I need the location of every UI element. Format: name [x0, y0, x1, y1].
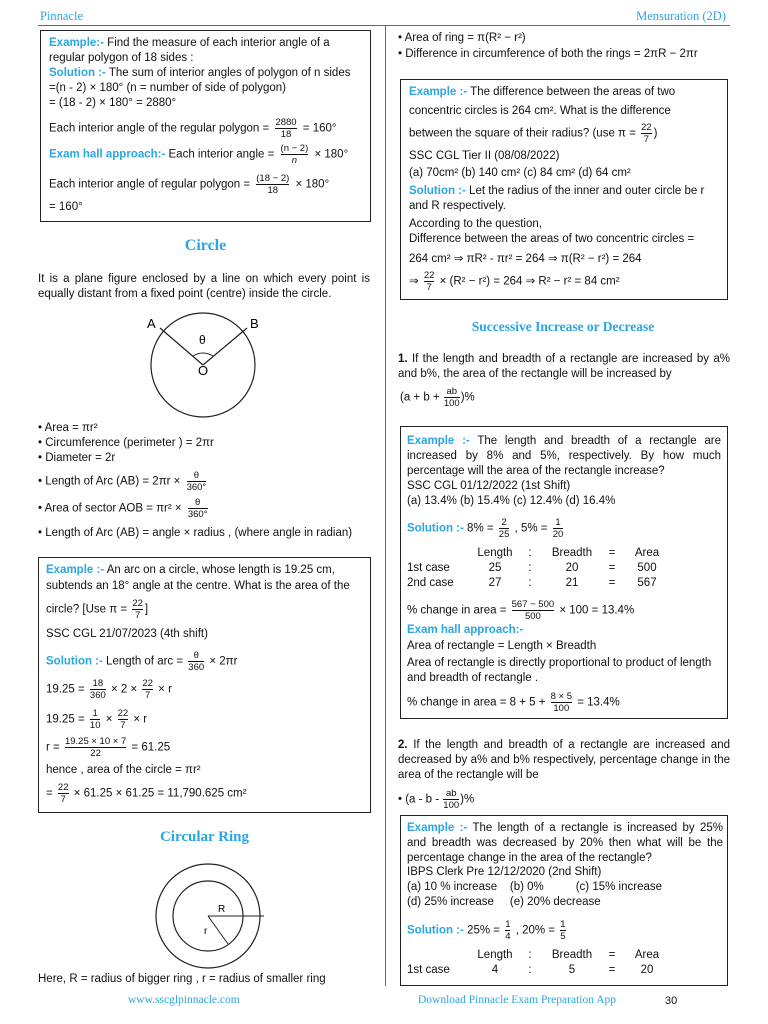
denominator: 20 — [552, 529, 564, 540]
denominator: 22 — [90, 748, 101, 759]
text-segment: )% — [460, 391, 475, 404]
text-segment: × r — [133, 713, 148, 726]
example-polygon-question — [49, 36, 365, 66]
text-segment: × (R² − r²) = 264 ⇒ R² − r² = 84 cm² — [439, 275, 620, 288]
step-text: Each interior angle = — [168, 148, 275, 161]
table-cell: 20 — [640, 963, 654, 976]
radius-oa — [160, 328, 203, 365]
question-text: The difference between the areas of two — [470, 86, 676, 98]
question-text: The length of a rectangle is increased by 25% and breadth was decreased by 20% then what will be the percentage change in the area of the rectangle? — [407, 822, 723, 864]
text-segment: 8% = — [467, 522, 494, 535]
example-arc-box — [38, 557, 371, 813]
text-segment: (a + b + — [400, 391, 440, 404]
numerator: 1 — [560, 919, 566, 930]
question-text — [46, 598, 148, 621]
fraction — [444, 386, 460, 409]
table-row — [403, 575, 671, 590]
solution-step: = (18 - 2) × 180° = 2880° — [49, 97, 177, 109]
answer-options: (d) 25% increase (e) 20% decrease — [407, 896, 601, 908]
numerator: 567 − 500 — [511, 599, 555, 610]
numerator: θ — [187, 470, 207, 482]
denominator: 7 — [60, 794, 66, 805]
table-cell: 27 — [488, 576, 502, 589]
denominator: 360 — [89, 690, 106, 701]
solution-step: and R respectively. — [409, 200, 506, 212]
example-question-line — [46, 564, 335, 576]
rule-text: If the length and breadth of a rectangle are increased by a% and b%, the area of the rectangle will be increased by — [398, 353, 731, 380]
text-segment: % change in area = — [407, 604, 507, 617]
point-b-label: B — [250, 316, 259, 331]
numerator: 19.25 × 10 × 7 — [64, 736, 127, 747]
fraction — [443, 788, 459, 811]
fraction — [560, 919, 565, 942]
circle-definition: It is a plane figure enclosed by a line on which every point is equally distant from a fixed point (centre) inside the circle. — [38, 273, 370, 300]
footer-app-link[interactable]: Download Pinnacle Exam Preparation App — [418, 994, 617, 1006]
inner-radius-label: r — [204, 926, 208, 937]
text-segment: • (a - b - — [398, 793, 440, 806]
table-cell: : — [528, 561, 532, 574]
denominator: 18 — [267, 185, 279, 196]
numerator: 1 — [90, 708, 101, 720]
question-text: An arc on a circle, whose length is 19.25 cm, — [106, 564, 335, 576]
bullet-ring-area: • Area of ring = π(R² − r²) — [398, 32, 526, 44]
percentage-change-line — [407, 599, 634, 622]
numerator: ab — [444, 386, 460, 398]
text-segment: )% — [460, 793, 475, 806]
fraction — [90, 678, 106, 701]
exam-hall-result — [407, 691, 620, 714]
fraction — [142, 678, 153, 701]
example-concentric-box — [400, 79, 728, 300]
exam-source: SSC CGL 01/12/2022 (1st Shift) — [407, 480, 571, 492]
solution-text: Let the radius of the inner and outer circle be r — [469, 185, 705, 197]
fraction — [118, 708, 129, 731]
solution-label: Solution :- — [49, 67, 106, 79]
rule-2-formula — [398, 788, 474, 811]
solution-step — [46, 736, 170, 759]
fraction — [641, 122, 652, 145]
question-text: subtends an 18° angle at the centre. What is the area of the — [46, 580, 350, 592]
fraction — [58, 782, 69, 805]
text-segment: % change in area = 8 + 5 + — [407, 696, 546, 709]
exam-hall-step: Area of rectangle is directly proportional to product of length and breadth of rectangle . — [407, 657, 712, 684]
header-right: Mensuration (2D) — [636, 9, 726, 23]
numerator: (18 − 2) — [256, 173, 290, 184]
denominator: 7 — [134, 610, 141, 621]
solution-step — [49, 117, 337, 140]
numerator: 22 — [641, 122, 652, 133]
bullet-text: • Area of sector AOB = πr² × — [38, 502, 182, 515]
text-segment: × 2πr — [209, 655, 238, 668]
exam-hall-step: Area of rectangle = Length × Breadth — [407, 640, 597, 652]
question-text — [409, 122, 658, 145]
table-row — [403, 962, 671, 977]
step-text: × 180° — [295, 178, 330, 191]
solution-step: hence , area of the circle = πr² — [46, 764, 201, 776]
exam-source: SSC CGL 21/07/2023 (4th shift) — [46, 628, 208, 640]
rule-2 — [398, 738, 730, 783]
denominator: 5 — [560, 931, 566, 942]
denominator: 7 — [643, 134, 650, 145]
solution-label: Solution :- — [46, 655, 103, 668]
solution-step: 264 cm² ⇒ πR² - πr² = 264 ⇒ π(R² − r²) = 264 — [409, 253, 642, 265]
example-label: Example :- — [409, 86, 468, 98]
table-cell: 2nd case — [407, 576, 454, 589]
text-segment: , 20% = — [515, 924, 556, 937]
rule-number: 2. — [398, 739, 408, 751]
table-header: : — [528, 546, 532, 559]
fraction — [505, 919, 510, 942]
example-label: Example :- — [407, 435, 470, 447]
text-segment: ⇒ — [409, 275, 419, 288]
section-title-successive: Successive Increase or Decrease — [471, 319, 655, 334]
solution-label: Solution :- — [407, 924, 464, 937]
question-text: concentric circles is 264 cm². What is the difference — [409, 105, 671, 117]
numerator: (n − 2) — [280, 143, 309, 154]
denominator: 100 — [553, 703, 570, 714]
numerator: ab — [443, 788, 459, 800]
table-cell: 500 — [637, 561, 657, 574]
text-segment: ] — [144, 603, 149, 616]
solution-step: Difference between the areas of two concentric circles = — [409, 233, 695, 245]
solution-text: The sum of interior angles of polygon of n sides — [108, 67, 351, 79]
table-header — [403, 947, 473, 962]
example-rectangle-box — [400, 426, 728, 719]
denominator: 7 — [145, 690, 151, 701]
fraction — [553, 517, 564, 540]
example-question — [407, 434, 721, 479]
text-segment: = 13.4% — [577, 696, 620, 709]
table-header: Length — [477, 948, 513, 961]
table-cell: 5 — [568, 963, 576, 976]
fraction — [90, 708, 101, 731]
bullet-text: • Length of Arc (AB) = 2πr × — [38, 475, 181, 488]
solution-result: = 160° — [49, 201, 83, 213]
table-header: Breadth — [551, 546, 593, 559]
circle-sector-diagram — [130, 310, 280, 420]
text-segment: × 100 = 13.4% — [559, 604, 635, 617]
example-label: Example :- — [407, 822, 468, 834]
text-segment: ) — [653, 127, 658, 140]
step-text: × 180° — [314, 148, 349, 161]
table-header — [403, 545, 473, 560]
denominator: 100 — [443, 398, 460, 409]
numerator: 2880 — [275, 117, 297, 128]
numerator: 8 × 5 — [550, 691, 573, 702]
table-cell: 25 — [488, 561, 502, 574]
table-cell: 1st case — [407, 561, 450, 574]
solution-step — [46, 708, 147, 731]
header-divider — [38, 25, 730, 26]
numerator: 18 — [90, 678, 106, 690]
numerator: 22 — [142, 678, 153, 689]
denominator: 7 — [426, 282, 432, 293]
fraction — [275, 117, 296, 140]
example-rectangle-2-box — [400, 815, 728, 986]
text-segment: Length of arc = — [106, 655, 184, 668]
numerator: θ — [188, 497, 208, 509]
text-segment: = 61.25 — [131, 741, 171, 754]
numerator: 22 — [132, 598, 143, 609]
example-label: Example :- — [46, 564, 105, 576]
answer-options: (a) 13.4% (b) 15.4% (c) 12.4% (d) 16.4% — [407, 495, 616, 507]
table-header: Area — [634, 546, 660, 559]
page-number: 30 — [665, 995, 678, 1007]
numerator: 22 — [423, 270, 435, 281]
table-header-row — [403, 545, 671, 560]
table-cell: : — [528, 963, 532, 976]
table-cell: 1st case — [407, 963, 450, 976]
step-text: Each interior angle of the regular polygon = — [49, 122, 270, 135]
denominator: 4 — [505, 931, 511, 942]
solution-step — [46, 678, 172, 701]
denominator: 360° — [187, 509, 208, 520]
table-header: Breadth — [551, 948, 593, 961]
example-polygon-box — [40, 30, 371, 222]
rule-1 — [398, 352, 730, 382]
table-row — [403, 560, 671, 575]
point-a-label: A — [147, 316, 156, 331]
numerator: 1 — [553, 517, 564, 529]
denominator: 100 — [443, 800, 460, 811]
bullet-arc-length — [38, 470, 209, 493]
theta-label: θ — [199, 333, 206, 347]
rule-number: 1. — [398, 353, 408, 365]
question-text: Find the measure of each interior angle of a regular polygon of 18 sides : — [49, 37, 330, 64]
table-header: Area — [634, 948, 660, 961]
center-o-label: O — [198, 363, 209, 378]
exam-source: IBPS Clerk Pre 12/12/2020 (2nd Shift) — [407, 866, 602, 878]
bullet-arc-radian: • Length of Arc (AB) = angle × radius , (where angle in radian) — [38, 527, 353, 539]
solution-line — [407, 919, 568, 942]
circular-ring-diagram — [140, 860, 270, 970]
answer-options: (a) 70cm² (b) 140 cm² (c) 84 cm² (d) 64 cm² — [409, 167, 631, 179]
table-cell: 4 — [491, 963, 499, 976]
case-table — [403, 545, 671, 590]
exam-source: SSC CGL Tier II (08/08/2022) — [409, 150, 560, 162]
numerator: 1 — [505, 919, 511, 930]
text-segment: × r — [158, 683, 172, 696]
answer-options: (a) 10 % increase (b) 0% (c) 15% increase — [407, 881, 663, 893]
table-cell: = — [608, 561, 616, 574]
fraction — [512, 599, 555, 622]
step-text: = 160° — [302, 122, 337, 135]
table-header: = — [608, 546, 616, 559]
case-table — [403, 947, 671, 977]
text-segment: , 5% = — [514, 522, 548, 535]
table-cell: : — [528, 576, 532, 589]
text-segment: × — [105, 713, 113, 726]
fraction — [281, 143, 309, 166]
numerator: 2 — [499, 517, 510, 529]
text-segment: = — [46, 787, 53, 800]
solution-step: According to the question, — [409, 218, 542, 230]
exam-hall-line — [49, 143, 348, 166]
numerator: 22 — [57, 782, 69, 793]
solution-step — [49, 173, 329, 196]
numerator: 22 — [117, 708, 129, 719]
fraction — [424, 270, 435, 293]
header-left: Pinnacle — [40, 9, 84, 23]
bullet-sector-area — [38, 497, 211, 520]
section-title-circle: Circle — [184, 237, 227, 254]
table-header-row — [403, 947, 671, 962]
denominator: 360° — [186, 482, 207, 493]
table-cell: = — [608, 576, 616, 589]
example-label: Example:- — [49, 37, 104, 49]
radius-ob — [203, 328, 247, 365]
fraction — [256, 173, 289, 196]
exam-hall-label: Exam hall approach:- — [407, 624, 524, 636]
rule-1-formula — [400, 386, 475, 409]
outer-radius-label: R — [218, 904, 226, 915]
fraction — [551, 691, 572, 714]
table-cell: 21 — [565, 576, 579, 589]
text-segment: × 2 × — [110, 683, 138, 696]
solution-result — [46, 782, 246, 805]
text-segment: 25% = — [467, 924, 500, 937]
fraction — [188, 650, 204, 673]
solution-line — [49, 67, 350, 79]
table-header: Length — [477, 546, 513, 559]
denominator: 25 — [498, 529, 510, 540]
denominator: n — [291, 155, 298, 166]
solution-line — [407, 517, 565, 540]
example-question-line — [409, 86, 675, 98]
denominator: 500 — [524, 611, 541, 622]
solution-label: Solution :- — [409, 185, 466, 197]
text-segment: 19.25 = — [46, 683, 85, 696]
fraction — [188, 497, 208, 520]
table-cell: 20 — [565, 561, 579, 574]
bullet-ring-circumference-diff: • Difference in circumference of both the rings = 2πR − 2πr — [398, 48, 698, 60]
solution-result — [409, 270, 620, 293]
solution-line — [46, 650, 237, 673]
table-cell: 567 — [637, 576, 657, 589]
table-cell: = — [608, 963, 616, 976]
text-segment: 19.25 = — [46, 713, 85, 726]
numerator: θ — [188, 650, 204, 662]
bullet-circumference: • Circumference (perimeter ) = 2πr — [38, 437, 214, 449]
denominator: 18 — [280, 129, 292, 140]
denominator: 10 — [89, 720, 101, 731]
ring-note: Here, R = radius of bigger ring , r = radius of smaller ring — [38, 973, 326, 985]
fraction — [65, 736, 126, 759]
table-header: : — [528, 948, 532, 961]
column-divider — [385, 26, 386, 986]
fraction — [499, 517, 510, 540]
text-segment: between the square of their radius? (use π = — [409, 127, 636, 140]
table-header: = — [608, 948, 616, 961]
text-segment: r = — [46, 741, 60, 754]
example-question — [407, 821, 723, 866]
denominator: 360 — [188, 662, 205, 673]
fraction — [187, 470, 207, 493]
fraction — [132, 598, 143, 621]
denominator: 7 — [120, 720, 126, 731]
section-title-circular-ring: Circular Ring — [159, 829, 250, 845]
step-text: Each interior angle of regular polygon = — [49, 178, 251, 191]
bullet-area: • Area = πr² — [38, 422, 98, 434]
question-text: The length and breadth of a rectangle are increased by 8% and 5%, respectively. By how much percentage will the area of the rectangle increase? — [407, 435, 721, 477]
solution-line — [409, 185, 704, 197]
footer-website-link[interactable]: www.sscglpinnacle.com — [128, 994, 240, 1006]
text-segment: × 61.25 × 61.25 = 11,790.625 cm² — [73, 787, 247, 800]
solution-label: Solution :- — [407, 522, 464, 535]
angle-arc — [193, 353, 213, 356]
solution-step: =(n - 2) × 180° (n = number of side of polygon) — [49, 82, 286, 94]
bullet-diameter: • Diameter = 2r — [38, 452, 116, 464]
exam-hall-label: Exam hall approach:- — [49, 148, 166, 161]
radius-inner — [208, 916, 228, 944]
text-segment: circle? [Use π = — [46, 603, 128, 616]
rule-text: If the length and breadth of a rectangle are increased and decreased by a% and b% respectively, percentage change in the area of the rectangle will be — [398, 739, 730, 781]
